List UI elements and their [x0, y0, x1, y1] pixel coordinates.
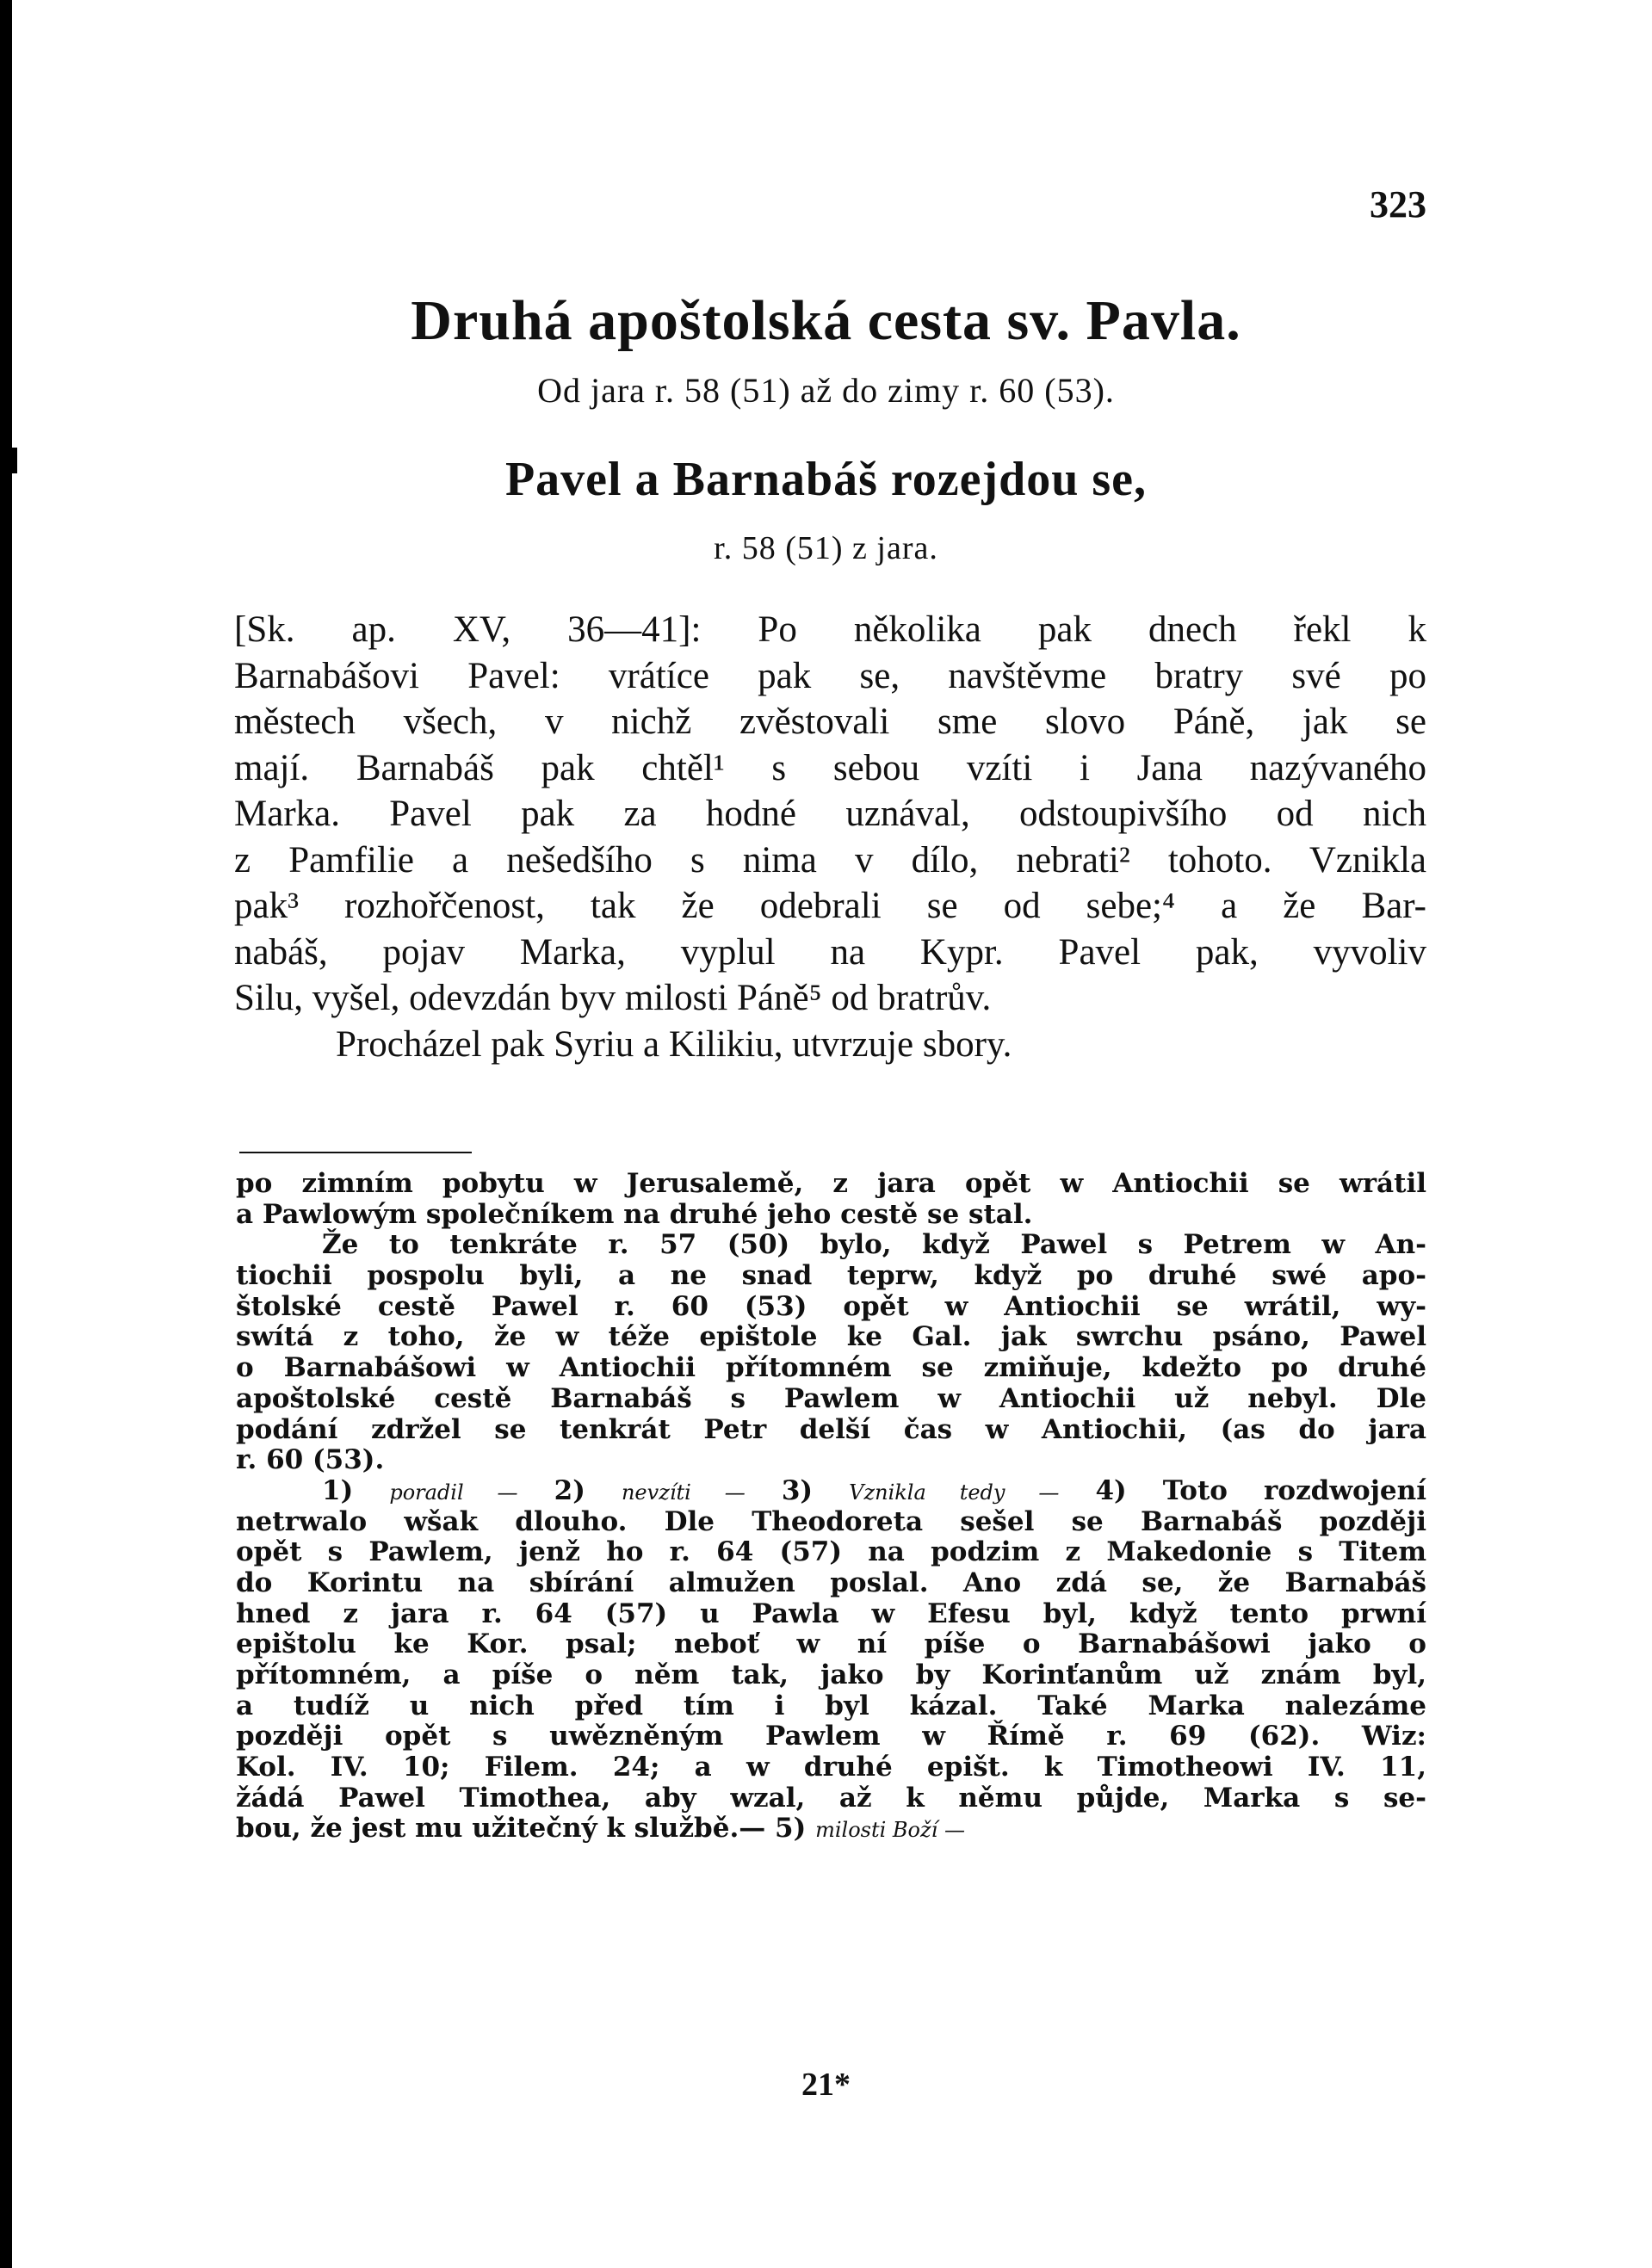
- footnote-line: podání zdržel se tenkrát Petr delší čas w Antiochii, (as do jara: [236, 1413, 1426, 1445]
- page-number: 323: [1370, 183, 1426, 226]
- footnote-ref-number: 5): [775, 1813, 807, 1845]
- footnote-line: opět s Pawlem, jenž ho r. 64 (57) na podzim z Makedonie s Titem: [236, 1536, 1426, 1568]
- footnote-line: swítá z toho, že w téže epištole ke Gal. jak swrchu psáno, Pawel: [236, 1321, 1426, 1353]
- footnote-line: přítomném, a píše o něm tak, jako by Korinťanům už znám byl,: [236, 1659, 1426, 1690]
- text-line: Silu, vyšel, odevzdán byv milosti Páně⁵ od bratrův.: [234, 978, 992, 1018]
- footnote-ref-text: Toto rozdwojení: [1162, 1474, 1426, 1506]
- text-line: nabáš, pojav Marka, vyplul na Kypr. Pavel pak, vyvoliv: [234, 931, 1426, 973]
- text-line: Procházel pak Syriu a Kilikiu, utvrzuje sbory.: [336, 1023, 1012, 1065]
- footnote-line: a Pawlowým společníkem na druhé jeho cestě se stal.: [236, 1198, 1033, 1230]
- footnote-line: Kol. IV. 10; Filem. 24; a w druhé epišt. k Timotheowi IV. 11,: [236, 1752, 1426, 1783]
- footnote-ref-number: 4): [1095, 1474, 1127, 1506]
- footnote-last-line: [236, 1814, 1426, 1845]
- footnote-line: a tudíž u nich před tím i byl kázal. Také Marka nalezáme: [236, 1690, 1426, 1721]
- footnote-ref-text: nevzíti —: [621, 1480, 746, 1505]
- footnote-line: apoštolské cestě Barnabáš s Pawlem w Antiochii už nebyl. Dle: [236, 1382, 1426, 1414]
- footnote-line: epištolu ke Kor. psal; neboť w ní píše o Barnabášowi jako o: [236, 1628, 1426, 1660]
- text-line: městech všech, v nichž zvěstovali sme slovo Páně, jak se: [234, 701, 1426, 742]
- footnote-line: hned z jara r. 64 (57) u Pawla w Efesu byl, když tento prwní: [236, 1597, 1426, 1629]
- footnote-ref-text: milosti Boží —: [815, 1818, 965, 1843]
- footnote-line: tiochii pospolu byli, a ne snad teprw, když po druhé swé apo-: [236, 1260, 1426, 1292]
- footnote-line: později opět s uwězněným Pawlem w Římě r. 69 (62). Wiz:: [236, 1721, 1426, 1752]
- footnote-divider: [239, 1152, 472, 1153]
- footnote-line: žádá Pawel Timothea, aby wzal, až k němu půjde, Marka s se-: [236, 1782, 1426, 1814]
- footnote-ref-number: 3): [781, 1474, 814, 1506]
- footnote-line: do Korintu na sbírání almužen poslal. Ano zdá se, že Barnabáš: [236, 1567, 1426, 1598]
- text-line: [Sk. ap. XV, 36—41]: Po několika pak dnech řekl k: [234, 609, 1426, 650]
- footnote-text: bou, že jest mu užitečný k službě.—: [236, 1813, 766, 1845]
- signature-mark: 21*: [801, 2067, 851, 2103]
- chapter-title: Druhá apoštolská cesta sv. Pavla.: [411, 289, 1241, 352]
- footnote-ref-number: 2): [554, 1474, 585, 1506]
- text-line: pak³ rozhořčenost, tak že odebrali se od sebe;⁴ a že Bar-: [234, 886, 1426, 926]
- main-text: [234, 607, 1426, 1067]
- footnote-line: r. 60 (53).: [236, 1444, 385, 1476]
- footnote-ref-text: poradil —: [389, 1480, 518, 1505]
- text-line: mají. Barnabáš pak chtěl¹ s sebou vzíti i Jana nazývaného: [234, 747, 1426, 788]
- footnote-refs-line: [236, 1476, 1426, 1507]
- chapter-subtitle: Od jara r. 58 (51) až do zimy r. 60 (53).: [537, 371, 1115, 410]
- footnote-line: o Barnabášowi w Antiochii přítomném se zmiňuje, kdežto po druhé: [236, 1352, 1426, 1384]
- footnote-line: štolské cestě Pawel r. 60 (53) opět w Antiochii se wrátil, wy-: [236, 1290, 1426, 1322]
- footnote-line: netrwalo wšak dlouho. Dle Theodoreta sešel se Barnabáš později: [236, 1505, 1426, 1537]
- footnote-line: Že to tenkráte r. 57 (50) bylo, když Pawel s Petrem w An-: [322, 1229, 1426, 1261]
- section-heading: Pavel a Barnabáš rozejdou se,: [504, 453, 1148, 506]
- text-line: z Pamfilie a nešedšího s nima v dílo, nebrati² tohoto. Vznikla: [234, 839, 1426, 881]
- footnote-ref-text: Vznikla tedy —: [849, 1480, 1060, 1505]
- section-date: r. 58 (51) z jara.: [714, 530, 938, 566]
- text-line: Barnabášovi Pavel: vrátíce pak se, navštěvme bratry své po: [234, 655, 1426, 696]
- text-line: Marka. Pavel pak za hodné uznával, odstoupivšího od nich: [234, 794, 1426, 834]
- footnote-ref-number: 1): [322, 1474, 354, 1506]
- footnote-line: po zimním pobytu w Jerusalemě, z jara opět w Antiochii se wrátil: [236, 1168, 1426, 1199]
- footnotes: [236, 1169, 1426, 1845]
